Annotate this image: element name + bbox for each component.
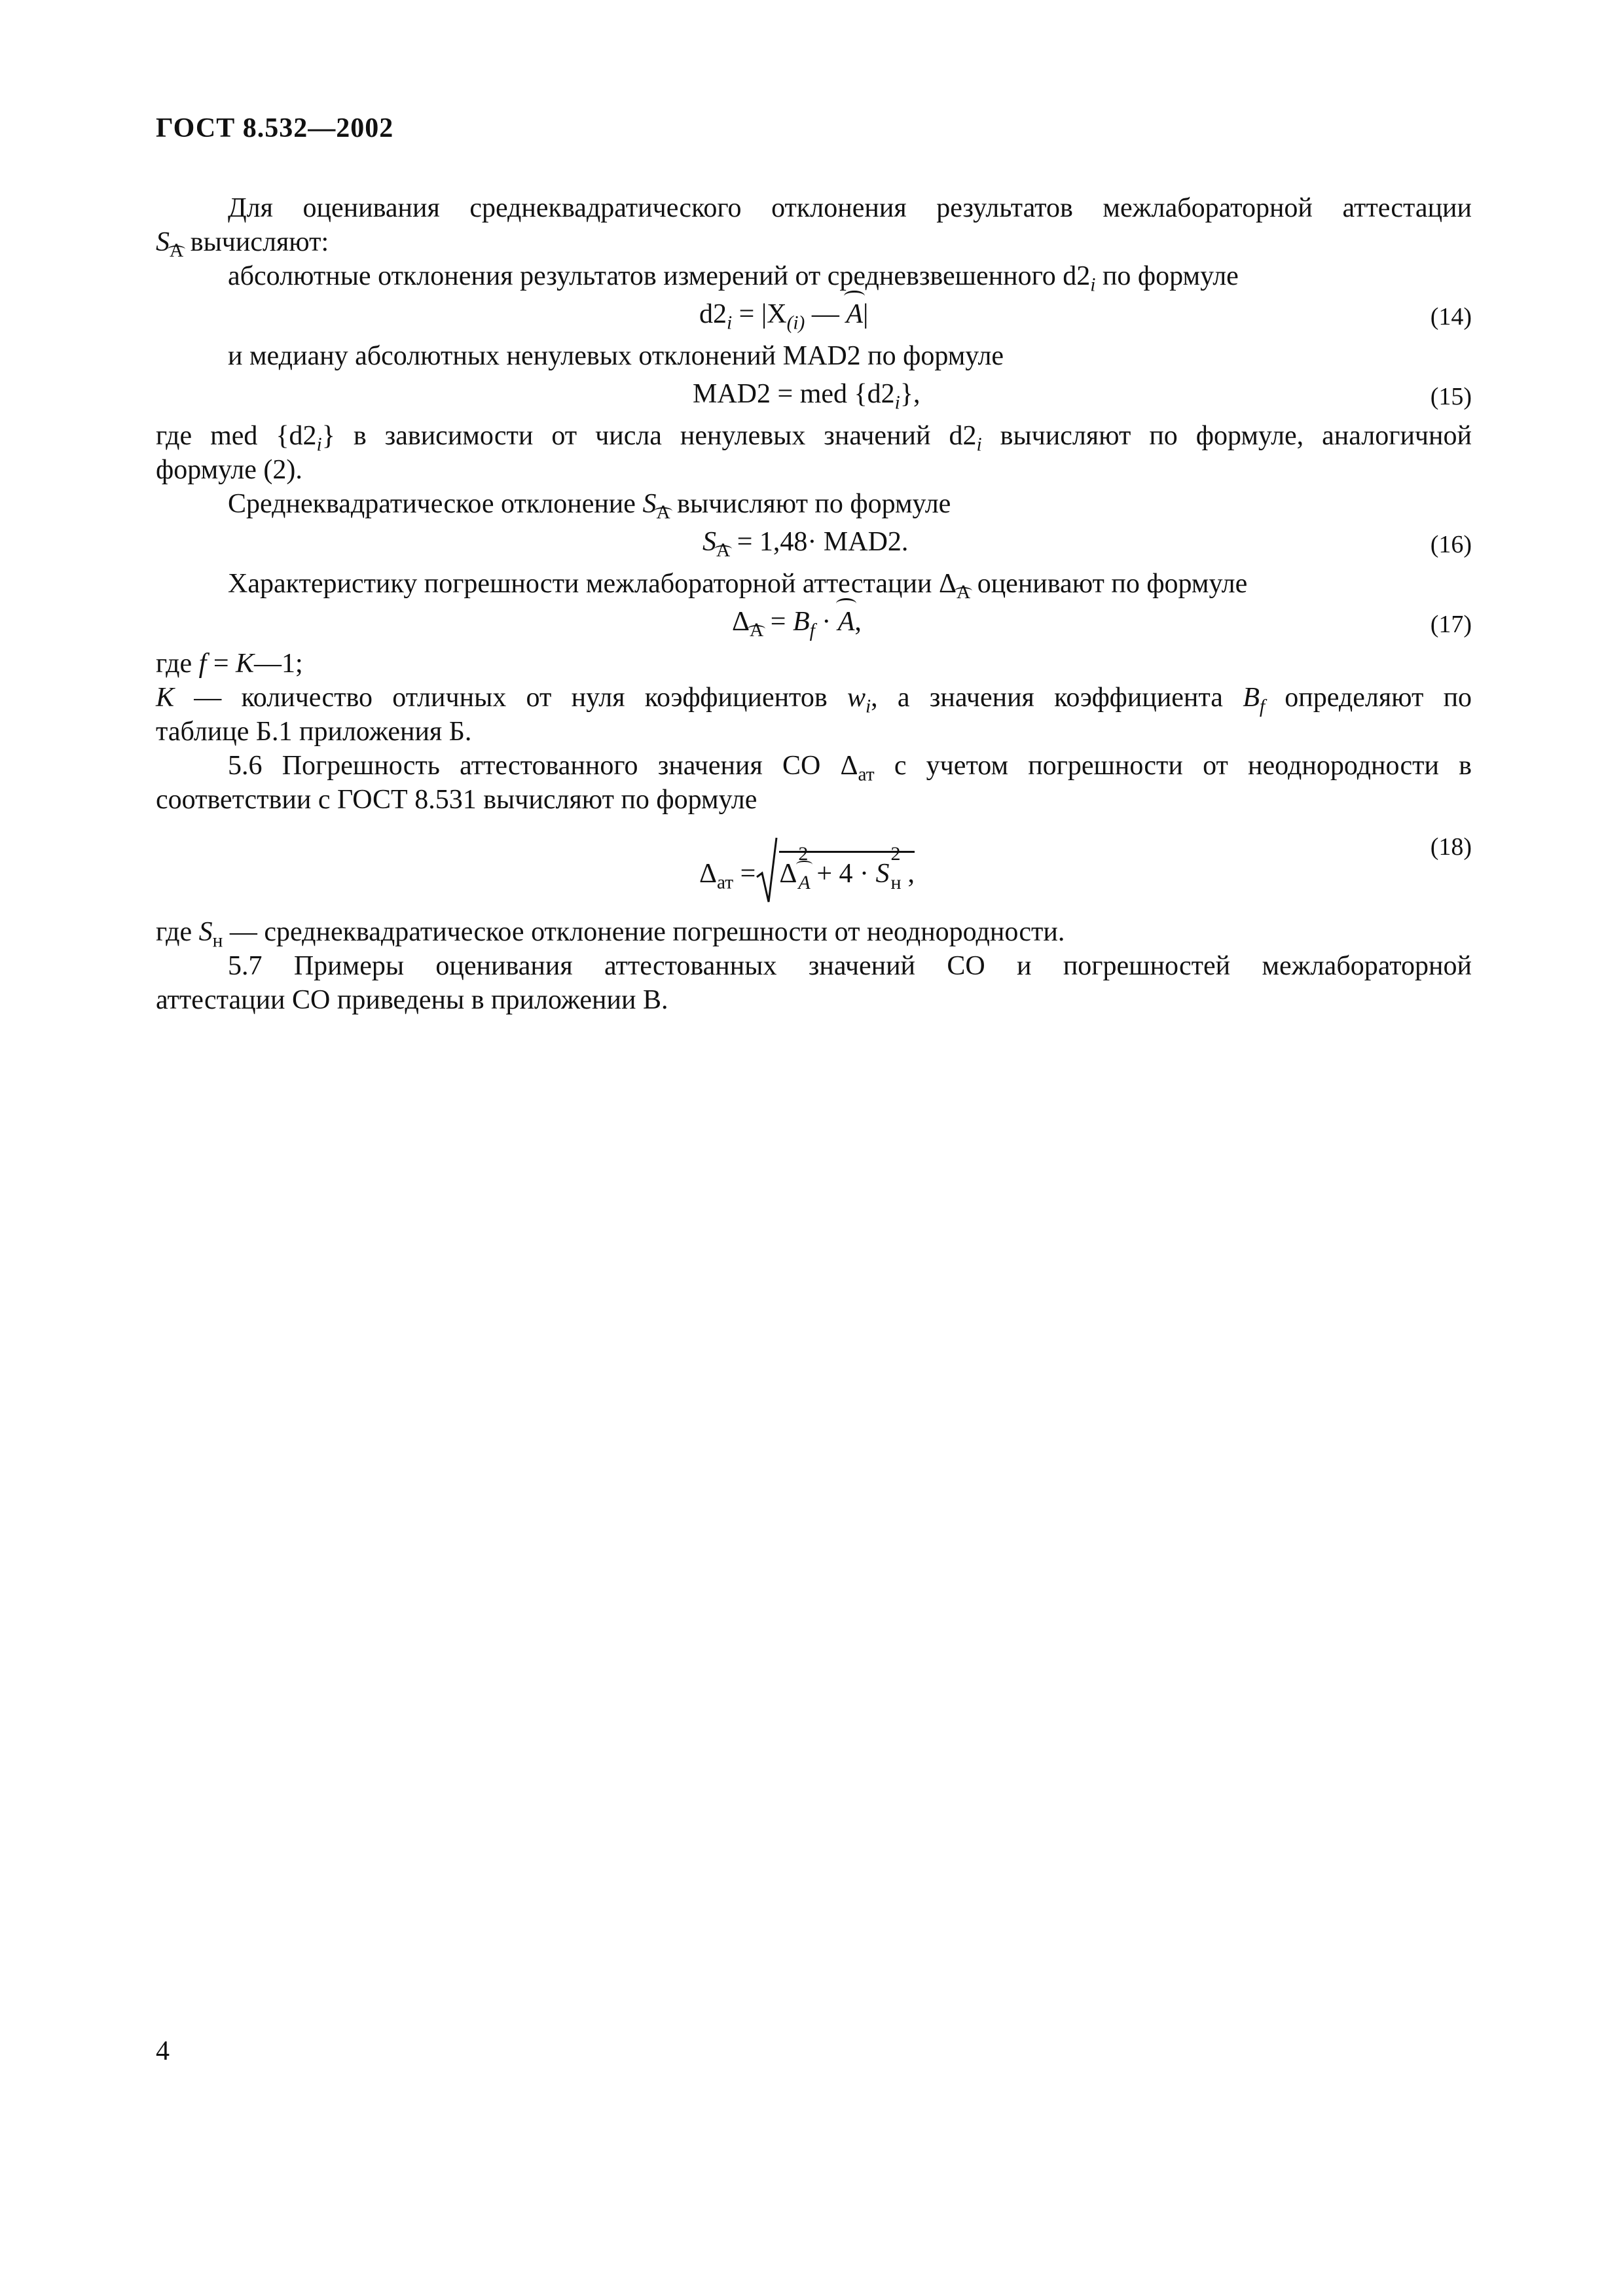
formula-18: $\Delta_{ат}$ = Δ 2 A + 4 · S 2 н , bbox=[699, 851, 915, 891]
paragraph-med-note-line1: где med $\{d2_i\}$ в зависимости от числа ненулевых значений $d2_i$ вычисляют по формуле, аналогичной bbox=[156, 421, 1472, 456]
paragraph-where-f: где f = K—1; bbox=[156, 649, 303, 679]
equation-number-18: (18) bbox=[1430, 833, 1472, 861]
paragraph-error-characteristic: Характеристику погрешности межлабораторной аттестации $\Delta_A$ оценивают по формуле bbox=[228, 569, 1248, 603]
equation-number-15: (15) bbox=[1430, 383, 1472, 410]
paragraph-k-definition-line1: K — количество отличных от нуля коэффициентов $w_i$, а значения коэффициента $B_f$ определяют по bbox=[156, 683, 1472, 717]
document-body bbox=[156, 191, 1472, 1017]
section-5-7-line2: аттестации СО приведены в приложении В. bbox=[156, 985, 668, 1015]
paragraph-where-sn: где $S_н$ — среднеквадратическое отклонение погрешности от неоднородности. bbox=[156, 917, 1065, 952]
formula-15: MAD2 = med $\{d2_i\}$, bbox=[693, 379, 921, 414]
section-5-7-line1: 5.7 Примеры оценивания аттестованных значений СО и погрешностей межлабораторной bbox=[228, 951, 1472, 981]
intro-rest: вычисляют: bbox=[190, 227, 329, 257]
formula-17: $\Delta_A = B_f \cdot A$, bbox=[732, 605, 862, 639]
paragraph-intro-line2: $S_A$ вычисляют: bbox=[156, 227, 329, 262]
equation-16 bbox=[156, 521, 1472, 567]
equation-number-17: (17) bbox=[1430, 611, 1472, 638]
equation-18 bbox=[156, 817, 1472, 915]
equation-17 bbox=[156, 601, 1472, 647]
section-5-6-line1: 5.6 Погрешность аттестованного значения СО $\Delta_{ат}$ с учетом погрешности от неоднородности в bbox=[228, 751, 1472, 785]
square-root: Δ 2 A + 4 · S 2 н , bbox=[756, 851, 915, 891]
document-code: ГОСТ 8.532—2002 bbox=[156, 113, 394, 143]
equation-15 bbox=[156, 373, 1472, 419]
page-number: 4 bbox=[156, 2036, 170, 2066]
paragraph-median: и медиану абсолютных ненулевых отклонений MAD2 по формуле bbox=[228, 341, 1004, 371]
paragraph-abs-deviations: абсолютные отклонения результатов измерений от средневзвешенного $d2_i$ по формуле bbox=[228, 261, 1239, 296]
paragraph-k-definition-line2: таблице Б.1 приложения Б. bbox=[156, 717, 472, 747]
formula-14: $d2_i = |X_{(i)}$ — A| bbox=[699, 297, 868, 331]
paragraph-intro-line1: Для оценивания среднеквадратического отклонения результатов межлабораторной аттестации bbox=[228, 193, 1472, 223]
paragraph-med-note-line2: формуле (2). bbox=[156, 455, 302, 485]
equation-number-16: (16) bbox=[1430, 531, 1472, 558]
radical-sign-icon bbox=[756, 836, 778, 905]
equation-14 bbox=[156, 293, 1472, 339]
symbol-s: S bbox=[156, 227, 170, 257]
section-5-6-line2: соответствии с ГОСТ 8.531 вычисляют по формуле bbox=[156, 785, 757, 815]
formula-16: $S_A = 1,48\cdot MAD2$. bbox=[702, 527, 909, 562]
equation-number-14: (14) bbox=[1430, 303, 1472, 331]
paragraph-sd: Среднеквадратическое отклонение $S_A$ вычисляют по формуле bbox=[228, 489, 951, 524]
